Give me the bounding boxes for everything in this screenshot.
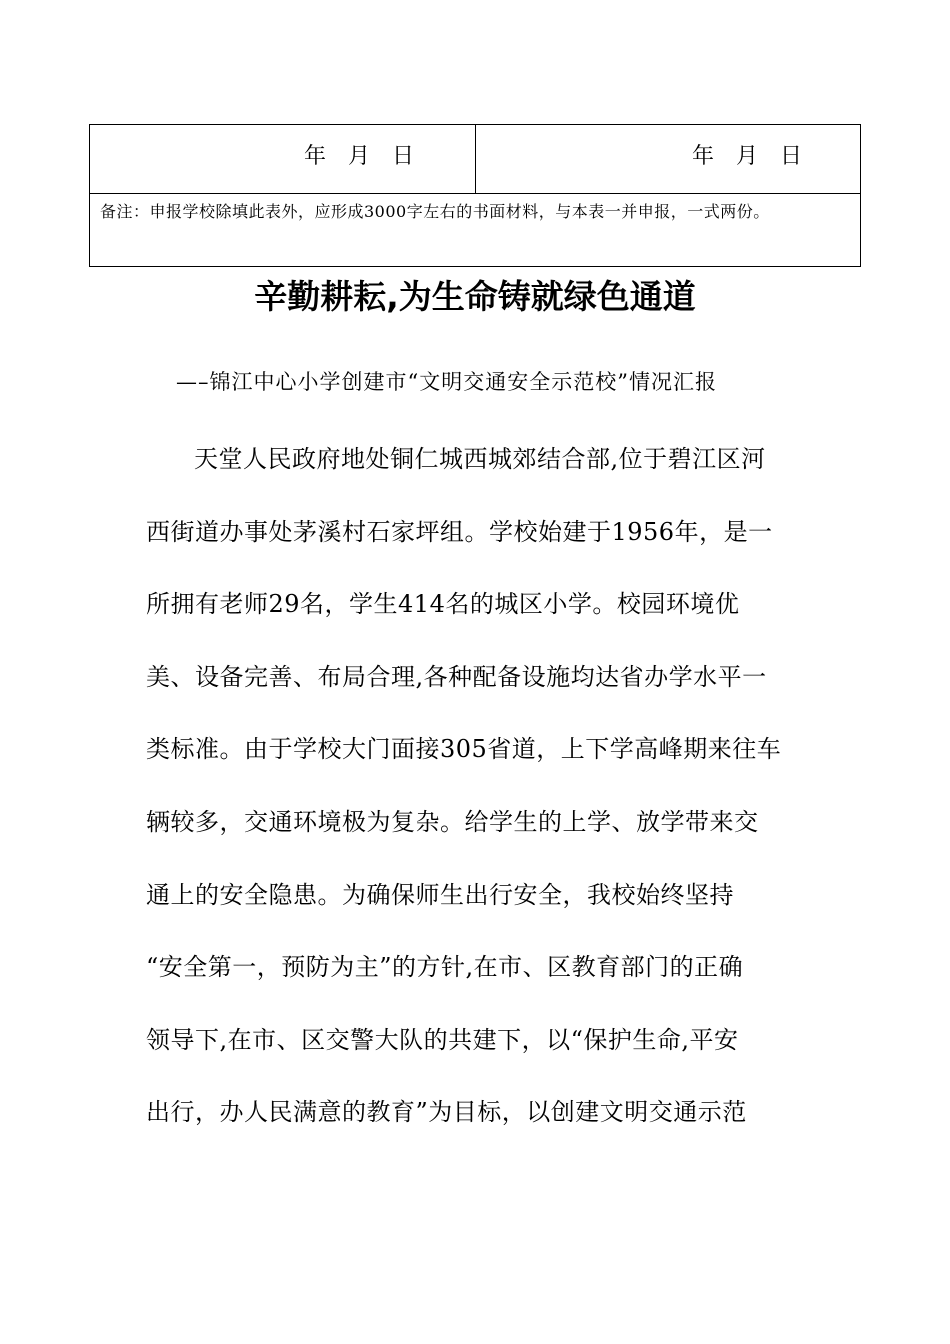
report-title: 辛勤耕耘,为生命铸就绿色通道 <box>254 277 696 316</box>
right-date-cell <box>476 125 860 193</box>
report-body <box>146 434 826 1160</box>
right-date <box>692 139 802 170</box>
body-line: 出行，办人民满意的教育”为目标，以创建文明交通示范 <box>146 1098 747 1127</box>
report-subtitle: —–锦江中心小学创建市“文明交通安全示范校”情况汇报 <box>176 370 717 394</box>
day-label: 日 <box>780 144 803 169</box>
left-date <box>304 139 414 170</box>
body-line: 领导下,在市、区交警大队的共建下，以“保护生命,平安 <box>146 1025 739 1054</box>
body-line: 辆较多，交通环境极为复杂。给学生的上学、放学带来交 <box>146 807 759 836</box>
year-label: 年 <box>304 144 327 169</box>
body-line: 天堂人民政府地处铜仁城西城郊结合部,位于碧江区河 <box>194 445 766 473</box>
month-label: 月 <box>348 144 371 169</box>
day-label: 日 <box>392 144 415 169</box>
body-line: 西街道办事处茅溪村石家坪组。学校始建于1956年，是一 <box>146 517 773 546</box>
body-line: 美、设备完善、布局合理,各种配备设施均达省办学水平一 <box>146 662 767 691</box>
body-line: 通上的安全隐患。为确保师生出行安全，我校始终坚持 <box>146 880 734 909</box>
declaration-form-table <box>89 124 861 267</box>
body-line: “安全第一，预防为主”的方针,在市、区教育部门的正确 <box>146 953 744 982</box>
body-line: 类标准。由于学校大门面接305省道，上下学高峰期来往车 <box>146 735 782 764</box>
date-row <box>90 125 860 194</box>
remark-note: 备注：申报学校除填此表外，应形成3000字左右的书面材料，与本表一并申报，一式两份。 <box>100 202 770 221</box>
left-date-cell <box>90 125 476 193</box>
year-label: 年 <box>692 144 715 169</box>
body-line: 所拥有老师29名，学生414名的城区小学。校园环境优 <box>146 590 740 619</box>
month-label: 月 <box>736 144 759 169</box>
